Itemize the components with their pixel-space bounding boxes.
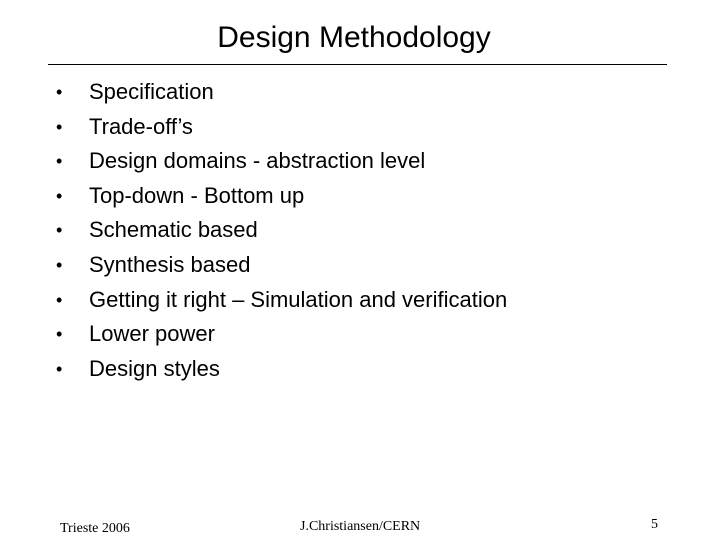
bullet-icon: • xyxy=(56,82,63,102)
bullet-icon: • xyxy=(56,324,63,345)
bullet-text: Design domains - abstraction level xyxy=(89,148,426,174)
bullet-icon: • xyxy=(56,254,63,275)
bullet-text: Top-down - Bottom up xyxy=(89,182,305,208)
bullet-text: Design styles xyxy=(89,355,220,381)
bullet-icon: • xyxy=(56,185,63,206)
bullet-text: Getting it right – Simulation and verification xyxy=(89,286,508,312)
bullet-text: Synthesis based xyxy=(89,251,251,277)
footer-event: Trieste 2006 xyxy=(60,521,130,536)
bullet-text: Schematic based xyxy=(89,217,258,243)
bullet-text: Lower power xyxy=(89,321,215,347)
bullet-text: Trade-off’s xyxy=(89,113,193,139)
footer-author: J.Christiansen/CERN xyxy=(300,519,421,534)
bullet-icon: • xyxy=(56,151,63,172)
slide-title: Design Methodology xyxy=(217,21,491,54)
bullet-icon: • xyxy=(56,220,63,241)
bullet-icon: • xyxy=(56,289,63,310)
page-number: 5 xyxy=(651,517,658,532)
bullet-icon: • xyxy=(56,116,63,137)
title-divider xyxy=(48,64,667,65)
bullet-icon: • xyxy=(56,358,63,379)
bullet-text: Specification xyxy=(89,79,214,104)
